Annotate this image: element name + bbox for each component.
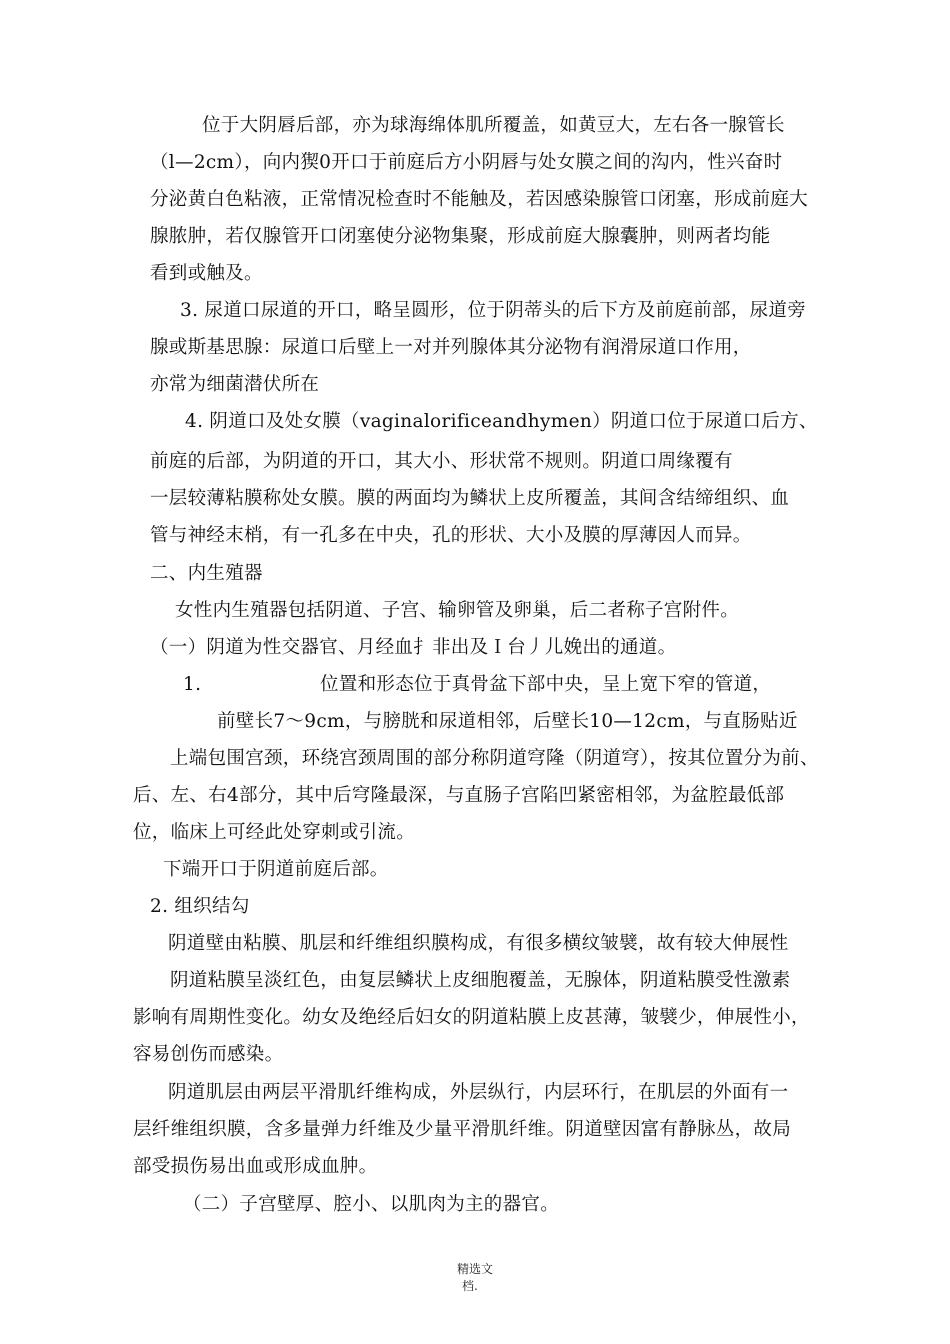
- text-line: 亦常为细菌潜伏所在: [150, 374, 320, 395]
- text-line: 管与神经末梢，有一孔多在中央，孔的形状、大小及膜的厚薄因人而异。: [150, 525, 752, 546]
- text-line: 下端开口于阴道前庭后部。: [163, 859, 389, 880]
- text-line: 影响有周期性变化。幼女及绝经后妇女的阴道粘膜上皮甚薄，皱襞少，伸展性小，: [133, 1007, 810, 1028]
- text-line: 位，临床上可经此处穿刺或引流。: [133, 822, 416, 843]
- text-line: 分泌黄白色粘液，正常情况检查时不能触及，若因感染腺管口闭塞，形成前庭大: [150, 189, 809, 210]
- text-line: 上端包围宫颈，环绕宫颈周围的部分称阴道穹隆（阴道穹），按其位置分为前、: [170, 748, 819, 769]
- page-footer-line2: 档.: [462, 1279, 478, 1293]
- text-line: 腺或斯基思腺：尿道口后壁上一对并列腺体其分泌物有润滑尿道口作用，: [150, 337, 752, 358]
- text-line: 腺脓肿，若仅腺管开口闭塞使分泌物集聚，形成前庭大腺囊肿，则两者均能: [150, 226, 771, 247]
- text-line: 容易创伤而感染。: [133, 1044, 284, 1065]
- subsection-heading: 2. 组织结勾: [150, 896, 250, 917]
- text-line: 阴道壁由粘膜、肌层和纤维组织膜构成，有很多横纹皱襞，故有较大伸展性: [168, 933, 789, 954]
- text-line: 一层较薄粘膜称处女膜。膜的两面均为鳞状上皮所覆盖，其间含结缔组织、血: [150, 488, 790, 509]
- text-line: 女性内生殖器包括阴道、子宫、输卵管及卵巢，后二者称子宫附件。: [175, 600, 740, 621]
- subsection-heading: （一）阴道为性交器官、月经血扌非出及Ｉ台丿儿娩出的通道。: [150, 637, 677, 658]
- text-line: 4. 阴道口及处女膜（vaginalorificeandhymen）阴道口位于尿道口后方、: [185, 411, 818, 432]
- page-footer-line1: 精选文: [457, 1262, 494, 1276]
- list-number: 1.: [183, 674, 202, 695]
- text-line: 后、左、右4部分，其中后穹隆最深，与直肠子宫陷凹紧密相邻，为盆腔最低部: [133, 785, 785, 806]
- subsection-heading: （二）子宫壁厚、腔小、以肌肉为主的器官。: [183, 1194, 560, 1215]
- text-line: 前壁长7～9cm，与膀胱和尿道相邻，后壁长10—12cm，与直肠贴近: [217, 711, 798, 732]
- text-line: 位置和形态位于真骨盆下部中央，呈上宽下窄的管道，: [320, 674, 772, 695]
- text-line: （l—2cm），向内猰0开口于前庭后方小阴唇与处女膜之间的沟内，性兴奋时: [150, 152, 783, 173]
- text-line: 部受损伤易出血或形成血肿。: [133, 1156, 378, 1177]
- text-line: 阴道肌层由两层平滑肌纤维构成，外层纵行，内层环行，在肌层的外面有一: [168, 1082, 789, 1103]
- text-line: 阴道粘膜呈淡红色，由复层鳞状上皮细胞覆盖，无腺体，阴道粘膜受性激素: [170, 970, 791, 991]
- section-heading: 二、内生殖器: [150, 563, 263, 584]
- text-line: 位于大阴唇后部，亦为球海绵体肌所覆盖，如黄豆大，左右各一腺管长: [202, 115, 785, 136]
- text-line: 前庭的后部，为阴道的开口，其大小、形状常不规则。阴道口周缘覆有: [150, 451, 733, 472]
- text-line: 3. 尿道口尿道的开口，略呈圆形，位于阴蒂头的后下方及前庭前部，尿道旁: [180, 300, 807, 321]
- text-line: 看到或触及。: [150, 263, 263, 284]
- text-line: 层纤维组织膜，含多量弹力纤维及少量平滑肌纤维。阴道壁因富有静脉丛，故局: [133, 1119, 792, 1140]
